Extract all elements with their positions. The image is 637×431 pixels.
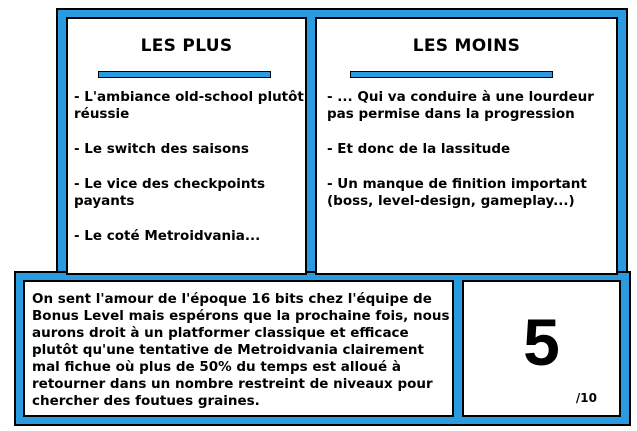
pros-panel <box>66 17 307 275</box>
cons-heading: LES MOINS <box>412 36 521 56</box>
score-panel <box>462 280 621 417</box>
pros-item: - Le switch des saisons <box>74 141 249 157</box>
cons-list <box>327 89 612 228</box>
pros-item: - Le coté Metroidvania... <box>74 228 261 244</box>
cons-item: - Un manque de finition important (boss, level-design, gameplay...) <box>327 176 587 209</box>
pros-heading-underline <box>98 71 271 78</box>
cons-panel <box>315 17 618 275</box>
cons-heading-underline <box>350 71 553 78</box>
pros-item: - L'ambiance old-school plutôt réussie <box>74 89 304 122</box>
summary-text: On sent l'amour de l'époque 16 bits chez l'équipe de Bonus Level mais espérons que la prochaine fois, nous aurons droit à un platformer classique et efficace plutôt qu'une tentative de Metroidvania clairement mal fichue où plus de 50% du temps est alloué à retourner dans un nombre restreint de niveaux pour chercher des foutues graines. <box>32 291 450 409</box>
score-scale: /10 <box>575 391 597 405</box>
cons-item: - ... Qui va conduire à une lourdeur pas permise dans la progression <box>327 89 594 122</box>
pros-heading: LES PLUS <box>140 36 233 56</box>
pros-list <box>74 89 304 263</box>
pros-item: - Le vice des checkpoints payants <box>74 176 266 209</box>
score-value: 5 <box>523 305 560 379</box>
summary-panel <box>23 280 454 417</box>
cons-item: - Et donc de la lassitude <box>327 141 511 157</box>
